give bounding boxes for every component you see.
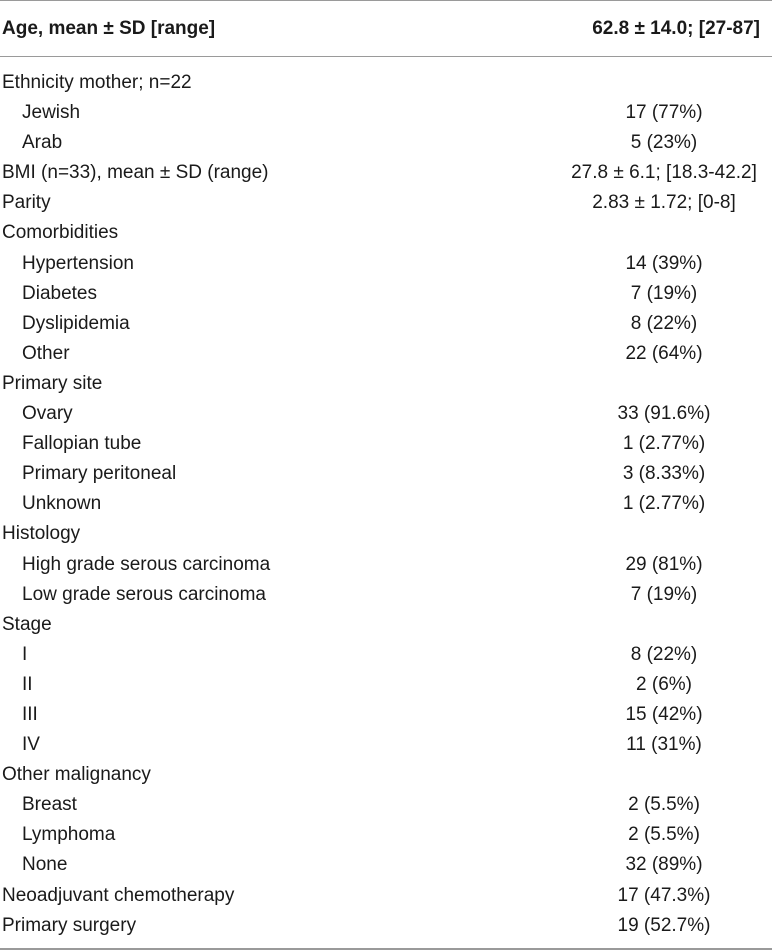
table-row bbox=[0, 730, 772, 760]
table-row bbox=[0, 610, 772, 640]
row-value: 29 (81%) bbox=[625, 553, 703, 575]
table-row bbox=[0, 790, 772, 820]
row-value: 14 (39%) bbox=[625, 252, 703, 274]
row-value: 17 (77%) bbox=[625, 102, 703, 124]
row-value: 33 (91.6%) bbox=[617, 403, 711, 425]
row-label: Diabetes bbox=[22, 282, 97, 304]
table-body bbox=[0, 68, 772, 941]
row-value: 32 (89%) bbox=[625, 854, 703, 876]
table-row bbox=[0, 98, 772, 128]
table-row bbox=[0, 399, 772, 429]
table-row bbox=[0, 128, 772, 158]
table-row bbox=[0, 249, 772, 279]
row-label: Ovary bbox=[22, 403, 73, 425]
row-label: Hypertension bbox=[22, 252, 134, 274]
row-value: 22 (64%) bbox=[625, 342, 703, 364]
header-value: 62.8 ± 14.0; [27-87] bbox=[592, 18, 760, 39]
table-row bbox=[0, 580, 772, 610]
table-row bbox=[0, 820, 772, 850]
row-value: 11 (31%) bbox=[626, 734, 702, 756]
row-label: High grade serous carcinoma bbox=[22, 553, 271, 575]
row-label: Arab bbox=[22, 132, 63, 154]
bottom-rule bbox=[0, 948, 772, 950]
row-label: Primary surgery bbox=[2, 914, 137, 936]
row-label: Parity bbox=[2, 192, 51, 214]
row-label: None bbox=[22, 854, 68, 876]
row-value: 27.8 ± 6.1; [18.3-42.2] bbox=[571, 162, 757, 184]
table-row bbox=[0, 429, 772, 459]
row-label: Primary site bbox=[2, 372, 103, 394]
row-value: 8 (22%) bbox=[630, 643, 698, 665]
table-row bbox=[0, 881, 772, 911]
row-label: Breast bbox=[22, 794, 77, 816]
table-row bbox=[0, 489, 772, 519]
row-value: 8 (22%) bbox=[630, 312, 698, 334]
row-label: II bbox=[22, 673, 33, 695]
table-row bbox=[0, 218, 772, 248]
row-value: 3 (8.33%) bbox=[622, 463, 706, 485]
row-value: 7 (19%) bbox=[630, 282, 698, 304]
row-label: Neoadjuvant chemotherapy bbox=[2, 884, 235, 906]
row-label: Stage bbox=[2, 613, 52, 635]
row-label: Low grade serous carcinoma bbox=[22, 583, 266, 605]
table-row bbox=[0, 339, 772, 369]
table-row bbox=[0, 550, 772, 580]
table-row bbox=[0, 188, 772, 218]
row-value: 17 (47.3%) bbox=[617, 884, 711, 906]
row-label: I bbox=[22, 643, 28, 665]
row-label: Ethnicity mother; n=22 bbox=[2, 72, 192, 93]
row-value: 2 (5.5%) bbox=[628, 794, 700, 816]
table-row bbox=[0, 68, 772, 98]
table-row bbox=[0, 670, 772, 700]
table-row bbox=[0, 760, 772, 790]
row-label: BMI (n=33), mean ± SD (range) bbox=[2, 162, 269, 184]
row-value: 2 (5.5%) bbox=[628, 824, 700, 846]
table-row bbox=[0, 700, 772, 730]
table-row bbox=[0, 459, 772, 489]
header-rule bbox=[0, 56, 772, 57]
row-value: 7 (19%) bbox=[630, 583, 698, 605]
row-label: Jewish bbox=[22, 102, 81, 124]
table-row bbox=[0, 369, 772, 399]
row-label: III bbox=[22, 703, 38, 725]
table-row bbox=[0, 158, 772, 188]
row-value: 5 (23%) bbox=[630, 132, 698, 154]
row-value: 2.83 ± 1.72; [0-8] bbox=[592, 192, 736, 214]
row-value: 1 (2.77%) bbox=[622, 433, 706, 455]
table-row bbox=[0, 911, 772, 941]
row-label: Histology bbox=[2, 523, 81, 545]
row-value: 2 (6%) bbox=[636, 673, 692, 695]
row-label: Primary peritoneal bbox=[22, 463, 177, 485]
row-label: Other malignancy bbox=[2, 764, 151, 786]
row-value: 15 (42%) bbox=[625, 703, 703, 725]
row-value: 1 (2.77%) bbox=[622, 493, 706, 515]
row-value: 19 (52.7%) bbox=[617, 914, 711, 936]
table-header bbox=[0, 14, 772, 44]
row-label: Comorbidities bbox=[2, 222, 119, 244]
table-row bbox=[0, 640, 772, 670]
top-rule bbox=[0, 0, 772, 1]
row-label: Other bbox=[22, 342, 70, 364]
table-row bbox=[0, 279, 772, 309]
table-row bbox=[0, 850, 772, 880]
row-label: Lymphoma bbox=[22, 824, 116, 846]
table-row bbox=[0, 519, 772, 549]
row-label: Fallopian tube bbox=[22, 433, 142, 455]
header-label: Age, mean ± SD [range] bbox=[2, 18, 216, 39]
table-row bbox=[0, 309, 772, 339]
row-label: Dyslipidemia bbox=[22, 312, 130, 334]
row-label: Unknown bbox=[22, 493, 102, 515]
row-label: IV bbox=[22, 734, 40, 756]
